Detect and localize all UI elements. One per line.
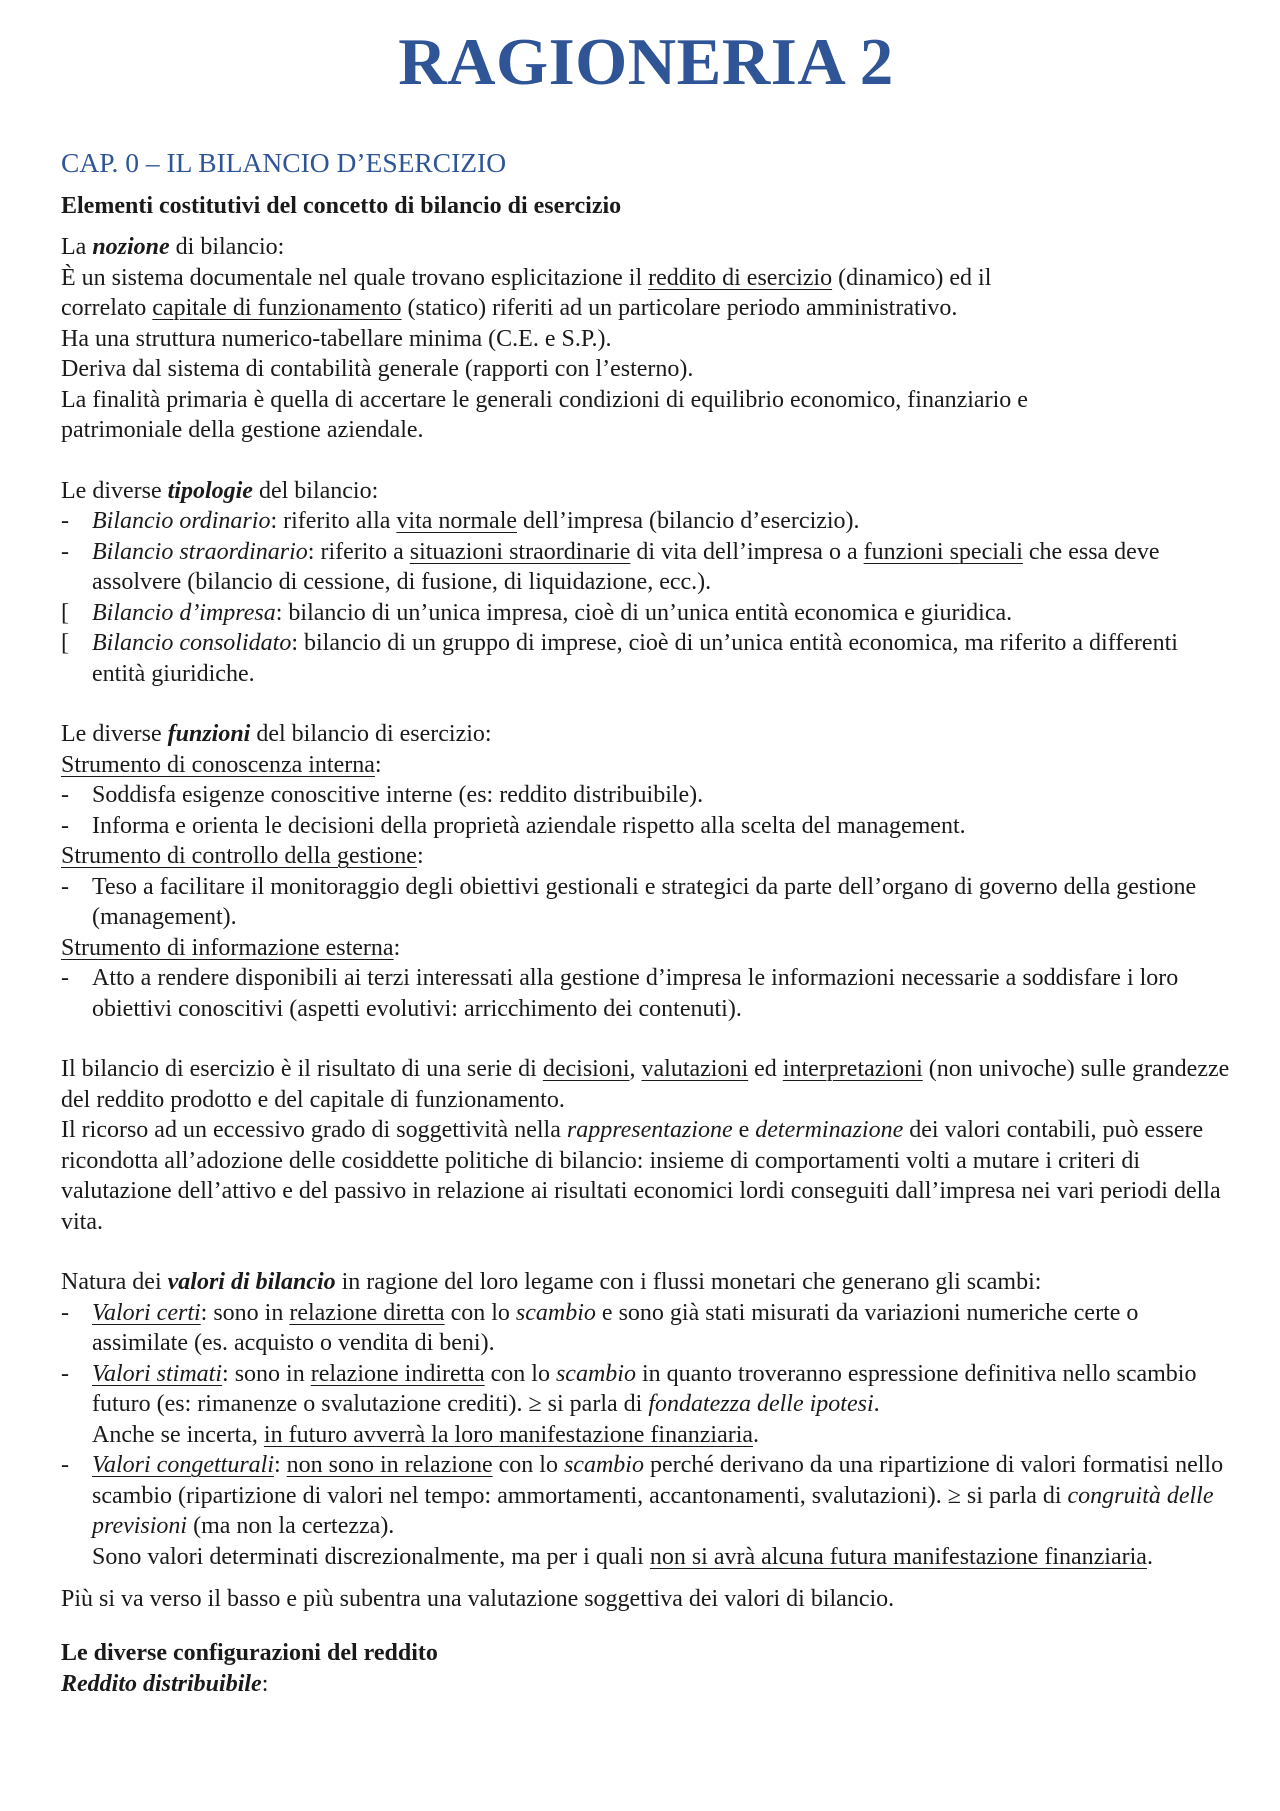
text: Anche se incerta,: [92, 1421, 264, 1448]
underlined-term: situazioni straordinarie: [409, 538, 631, 565]
text-line: Deriva dal sistema di contabilità generale (rapporti con l’esterno).: [61, 356, 694, 382]
text: :: [416, 843, 424, 869]
list-item: [61, 780, 1231, 811]
text: del bilancio:: [252, 477, 379, 504]
term-valori: valori di bilancio: [167, 1269, 336, 1295]
text: : bilancio di un gruppo di imprese, cioè di un’unica entità economica, ma riferito a differenti entità giuridiche.: [92, 630, 1178, 687]
text: :: [274, 1452, 287, 1478]
text: del bilancio di esercizio:: [250, 721, 492, 747]
text: : sono in: [222, 1360, 311, 1387]
document-title: RAGIONERIA 2: [398, 25, 894, 99]
list-marker: -: [61, 965, 69, 991]
underlined-term: capitale di funzionamento: [152, 295, 402, 321]
list-item: [61, 598, 1231, 629]
term-reddito-distribuibile: Reddito distribuibile: [61, 1670, 262, 1697]
italic-term: scambio: [515, 1299, 596, 1326]
text: :: [261, 1670, 269, 1697]
text: con lo: [444, 1299, 516, 1326]
text: Il bilancio di esercizio è il risultato di una serie di: [61, 1056, 543, 1082]
text: e: [732, 1117, 756, 1143]
item-term: Bilancio d’impresa: [92, 599, 276, 626]
text: (non univoche) sulle grandezze del reddito prodotto e del capitale di funzionamento.: [61, 1056, 1230, 1113]
text: (dinamico) ed il: [832, 264, 992, 291]
text: Il ricorso ad un eccessivo grado di soggettività nella: [61, 1117, 567, 1143]
text: :: [374, 751, 382, 778]
item-term: Bilancio ordinario: [92, 508, 271, 534]
list-marker: -: [61, 782, 69, 808]
list-marker: [: [61, 599, 69, 626]
list-marker: -: [61, 508, 69, 534]
text: Natura dei: [61, 1269, 168, 1295]
text: di bilancio:: [169, 234, 285, 260]
text: in quanto troveranno espressione definitiva nello scambio futuro (es: rimanenze o svalutazione crediti). ≥ si parla di: [92, 1360, 1197, 1417]
nozione-paragraph: [61, 232, 1231, 446]
section-heading: Elementi costitutivi del concetto di bilancio di esercizio: [61, 193, 622, 219]
text: .: [873, 1391, 880, 1417]
text: ,: [629, 1056, 642, 1082]
underlined-term: vita normale: [396, 508, 518, 534]
underlined-term: decisioni: [542, 1056, 630, 1082]
text: Le diverse: [61, 721, 168, 747]
list-marker: -: [61, 538, 69, 565]
underlined-term: interpretazioni: [782, 1056, 923, 1082]
underlined-term: in futuro avverrà la loro manifestazione finanziaria: [263, 1421, 754, 1448]
underlined-term: relazione diretta: [289, 1299, 445, 1326]
text: Teso a facilitare il monitoraggio degli obiettivi gestionali e strategici da parte dell’organo di governo della gestione (management).: [92, 873, 1197, 930]
text: Sono valori determinati discrezionalmente, ma per i quali: [92, 1543, 650, 1570]
text: : riferito a: [307, 538, 410, 565]
list-item: [61, 1450, 1231, 1572]
term-tipologie: tipologie: [167, 477, 253, 504]
item-term: Bilancio consolidato: [92, 630, 292, 656]
text-line: patrimoniale della gestione aziendale.: [61, 417, 424, 443]
text: che essa deve assolvere (bilancio di cessione, di fusione, di liquidazione, ecc.).: [92, 538, 1160, 595]
text: .: [1146, 1543, 1153, 1570]
text: :: [393, 934, 401, 961]
text: : bilancio di un’unica impresa, cioè di un’unica entità economica e giuridica.: [275, 599, 1013, 626]
subheading: Strumento di conoscenza interna: [61, 751, 375, 778]
term-funzioni: funzioni: [167, 721, 251, 747]
text-line: La finalità primaria è quella di accertare le generali condizioni di equilibrio economico, finanziario e: [61, 386, 1028, 413]
italic-term: fondatezza delle ipotesi: [648, 1391, 874, 1417]
text: in ragione del loro legame con i flussi monetari che generano gli scambi:: [335, 1269, 1042, 1295]
italic-term: scambio: [563, 1452, 644, 1478]
tipologie-section: [61, 476, 1231, 690]
text: con lo: [484, 1360, 556, 1387]
text: dei valori contabili, può essere ricondotta all’adozione delle cosiddette politiche di bilancio: insieme di comportamenti volti a mutare i criteri di valutazione dell’attivo e del passivo in relazione ai risultati economici lordi conseguiti dall’impresa nei vari periodi della vita.: [61, 1117, 1221, 1235]
text: Le diverse: [61, 477, 168, 504]
valori-section: [61, 1267, 1231, 1615]
text: Informa e orienta le decisioni della proprietà aziendale rispetto alla scelta del management.: [92, 812, 966, 839]
text: correlato: [61, 295, 153, 321]
text: .: [753, 1421, 760, 1448]
list-marker: -: [61, 873, 69, 900]
text: : riferito alla: [270, 508, 397, 534]
risultato-paragraph: [61, 1054, 1231, 1237]
item-term: Bilancio straordinario: [92, 538, 308, 565]
underlined-term: valutazioni: [641, 1056, 749, 1082]
italic-term: scambio: [555, 1360, 636, 1387]
list-item: [61, 872, 1231, 933]
subheading: Strumento di informazione esterna: [61, 934, 394, 961]
text: con lo: [492, 1452, 564, 1478]
text: dell’impresa (bilancio d’esercizio).: [517, 508, 860, 534]
text: Soddisfa esigenze conoscitive interne (es: reddito distribuibile).: [92, 782, 704, 808]
underlined-term: non si avrà alcuna futura manifestazione finanziaria: [649, 1543, 1147, 1570]
italic-term: congruità delle previsioni: [92, 1482, 1214, 1539]
list-marker: -: [61, 1452, 69, 1478]
item-term: Valori congetturali: [92, 1452, 274, 1478]
text: La: [61, 234, 93, 260]
italic-term: rappresentazione: [566, 1117, 733, 1143]
text: È un sistema documentale nel quale trovano esplicitazione il: [61, 264, 649, 291]
text: e sono già stati misurati da variazioni numeriche certe o assimilate (es. acquisto o vendita di beni).: [92, 1299, 1139, 1356]
term-nozione: nozione: [92, 234, 170, 260]
subheading: Strumento di controllo della gestione: [61, 843, 417, 869]
text: : sono in: [200, 1299, 290, 1326]
funzioni-section: [61, 719, 1231, 1024]
text: di vita dell’impresa o a: [630, 538, 864, 565]
list-marker: -: [61, 1360, 69, 1387]
conclusion-text: Più si va verso il basso e più subentra una valutazione soggettiva dei valori di bilancio.: [61, 1586, 895, 1612]
list-item: [61, 963, 1231, 1024]
chapter-heading: CAP. 0 – IL BILANCIO D’ESERCIZIO: [61, 147, 507, 178]
text: ed: [748, 1056, 783, 1082]
item-term: Valori certi: [92, 1299, 201, 1326]
list-marker: -: [61, 1299, 69, 1326]
list-item: [61, 1298, 1231, 1359]
list-item: [61, 537, 1231, 598]
list-item: [61, 811, 1231, 842]
list-item: [61, 1359, 1231, 1451]
list-item: [61, 506, 1231, 537]
underlined-term: reddito di esercizio: [648, 264, 833, 291]
underlined-term: relazione indiretta: [310, 1360, 485, 1387]
italic-term: determinazione: [755, 1117, 904, 1143]
text: (ma non la certezza).: [187, 1513, 395, 1539]
text: (statico) riferiti ad un particolare periodo amministrativo.: [401, 295, 958, 321]
document-page: [61, 22, 1231, 1699]
text: perché derivano da una ripartizione di valori formatisi nello scambio (ripartizione di valori nel tempo: ammortamenti, accantonamenti, svalutazioni). ≥ si parla di: [92, 1452, 1224, 1509]
text: Atto a rendere disponibili ai terzi interessati alla gestione d’impresa le informazioni necessarie a soddisfare i loro obiettivi conoscitivi (aspetti evolutivi: arricchimento dei contenuti).: [92, 965, 1179, 1022]
item-term: Valori stimati: [92, 1360, 223, 1387]
text-line: Ha una struttura numerico-tabellare minima (C.E. e S.P.).: [61, 325, 612, 352]
list-item: [61, 628, 1231, 689]
underlined-term: non sono in relazione: [286, 1452, 493, 1478]
list-marker: -: [61, 812, 69, 839]
list-marker: [: [61, 630, 69, 656]
underlined-term: funzioni speciali: [863, 538, 1023, 565]
section-heading: Le diverse configurazioni del reddito: [61, 1639, 438, 1666]
